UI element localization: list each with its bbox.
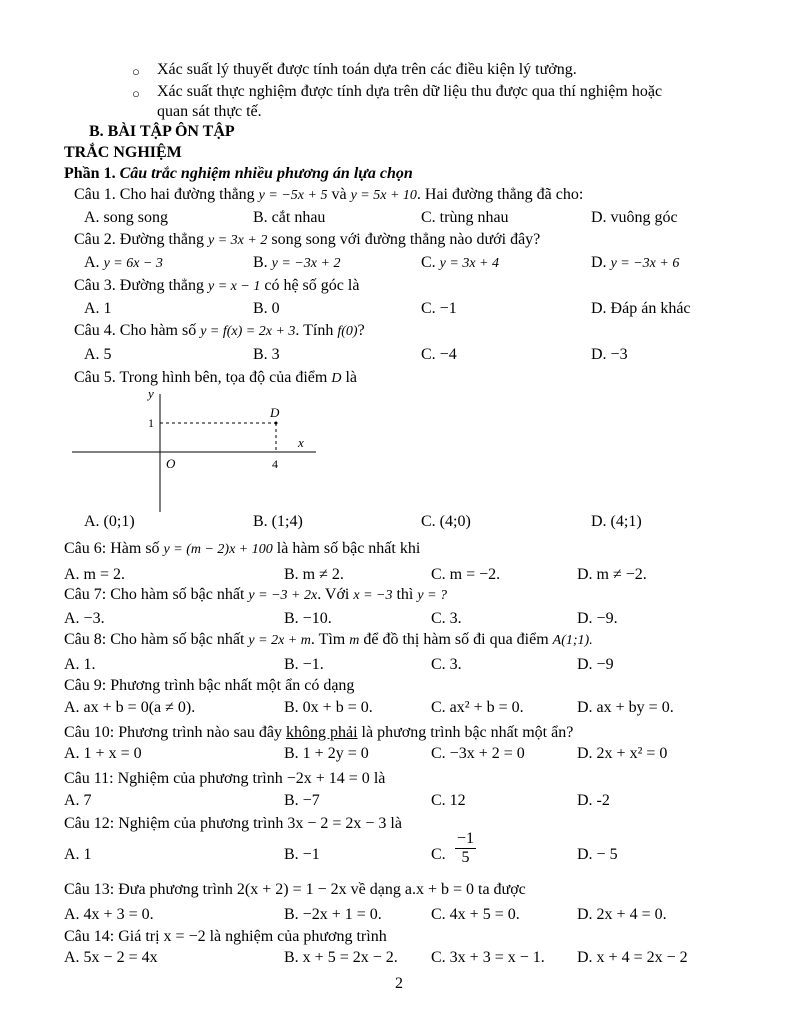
q14-option-b: B. x + 5 = 2x − 2. [284, 949, 398, 966]
q7-option-c: C. 3. [431, 610, 462, 627]
q12-option-c-label: C. [431, 846, 446, 863]
q10-option-c: C. −3x + 2 = 0 [431, 745, 525, 762]
q3-option-a: A. 1 [84, 300, 112, 317]
q3-option-c: C. −1 [421, 300, 457, 317]
q8-option-b: B. −1. [284, 656, 324, 673]
q5-option-b: B. (1;4) [253, 513, 303, 530]
q2-option-d: D. y = −3x + 6 [591, 254, 680, 271]
question-1: Câu 1. Cho hai đường thẳng y = −5x + 5 và y = 5x + 10. Hai đường thẳng đã cho: [74, 186, 584, 203]
q13-option-d: D. 2x + 4 = 0. [577, 906, 667, 923]
page-number: 2 [395, 975, 403, 992]
question-6: Câu 6: Hàm số y = (m − 2)x + 100 là hàm số bậc nhất khi [64, 540, 421, 557]
q5-option-c: C. (4;0) [421, 513, 471, 530]
tick-label-4: 4 [272, 457, 278, 471]
question-7: Câu 7: Cho hàm số bậc nhất y = −3 + 2x. Với x = −3 thì y = ? [64, 586, 448, 603]
bullet-text-2: Xác suất thực nghiệm được tính dựa trên dữ liệu thu được qua thí nghiệm hoặc [157, 83, 663, 100]
q8-option-c: C. 3. [431, 656, 462, 673]
q12-option-c-fraction [455, 830, 476, 867]
question-10: Câu 10: Phương trình nào sau đây không phải là phương trình bậc nhất một ẩn? [64, 724, 574, 741]
question-12: Câu 12: Nghiệm của phương trình 3x − 2 = 2x − 3 là [64, 815, 402, 832]
q11-option-d: D. -2 [577, 792, 610, 809]
section-b-heading: B. BÀI TẬP ÔN TẬP [89, 123, 235, 140]
q8-option-a: A. 1. [64, 656, 96, 673]
q13-option-c: C. 4x + 5 = 0. [431, 906, 520, 923]
q10-option-d: D. 2x + x² = 0 [577, 745, 668, 762]
q2-option-c: C. y = 3x + 4 [421, 254, 499, 271]
q9-option-a: A. ax + b = 0(a ≠ 0). [64, 699, 196, 716]
question-4: Câu 4. Cho hàm số y = f(x) = 2x + 3. Tính f(0)? [74, 322, 365, 339]
question-5: Câu 5. Trong hình bên, tọa độ của điểm D là [74, 369, 357, 386]
q9-option-d: D. ax + by = 0. [577, 699, 674, 716]
q2-option-a: A. y = 6x − 3 [84, 254, 163, 271]
q5-option-d: D. (4;1) [591, 513, 642, 530]
q14-option-a: A. 5x − 2 = 4x [64, 949, 158, 966]
q3-option-d: D. Đáp án khác [591, 300, 691, 317]
y-axis-label: y [148, 386, 154, 401]
bullet-text-2-cont: quan sát thực tế. [157, 103, 262, 120]
q10-option-a: A. 1 + x = 0 [64, 745, 142, 762]
q9-option-b: B. 0x + b = 0. [284, 699, 373, 716]
q7-option-d: D. −9. [577, 610, 618, 627]
q6-option-c: C. m = −2. [431, 566, 501, 583]
q6-option-b: B. m ≠ 2. [284, 566, 344, 583]
question-14: Câu 14: Giá trị x = −2 là nghiệm của phương trình [64, 928, 387, 945]
question-13: Câu 13: Đưa phương trình 2(x + 2) = 1 − 2x về dạng a.x + b = 0 ta được [64, 881, 526, 898]
q12-option-d: D. − 5 [577, 846, 618, 863]
q13-option-a: A. 4x + 3 = 0. [64, 906, 154, 923]
fraction-denominator: 5 [461, 849, 470, 866]
q1-option-d: D. vuông góc [591, 209, 678, 226]
bullet-text-1: Xác suất lý thuyết được tính toán dựa trên các điều kiện lý tưởng. [157, 61, 577, 78]
fraction-numerator: −1 [457, 830, 475, 847]
q7-option-a: A. −3. [64, 610, 105, 627]
trac-nghiem-heading: TRẮC NGHIỆM [64, 144, 182, 161]
q4-option-b: B. 3 [253, 346, 280, 363]
q12-option-b: B. −1 [284, 846, 320, 863]
question-2: Câu 2. Đường thẳng y = 3x + 2 song song với đường thẳng nào dưới đây? [74, 231, 541, 248]
point-d [275, 422, 278, 425]
origin-label: O [166, 456, 176, 471]
question-3: Câu 3. Đường thẳng y = x − 1 có hệ số góc là [74, 277, 360, 294]
q4-option-d: D. −3 [591, 346, 628, 363]
q2-option-b: B. y = −3x + 2 [253, 254, 341, 271]
question-8: Câu 8: Cho hàm số bậc nhất y = 2x + m. Tìm m để đồ thị hàm số đi qua điểm A(1;1). [64, 631, 593, 648]
q14-option-d: D. x + 4 = 2x − 2 [577, 949, 688, 966]
question-11: Câu 11: Nghiệm của phương trình −2x + 14 = 0 là [64, 770, 386, 787]
q1-option-b: B. cắt nhau [253, 209, 326, 226]
q6-option-a: A. m = 2. [64, 566, 126, 583]
q4-option-c: C. −4 [421, 346, 457, 363]
q11-option-b: B. −7 [284, 792, 320, 809]
x-axis-label: x [298, 435, 304, 450]
q7-option-b: B. −10. [284, 610, 332, 627]
q1-option-a: A. song song [84, 209, 169, 226]
q8-option-d: D. −9 [577, 656, 614, 673]
q14-option-c: C. 3x + 3 = x − 1. [431, 949, 545, 966]
tick-label-1: 1 [148, 416, 154, 430]
q5-option-a: A. (0;1) [84, 513, 135, 530]
q4-option-a: A. 5 [84, 346, 112, 363]
q1-option-c: C. trùng nhau [421, 209, 509, 226]
q10-option-b: B. 1 + 2y = 0 [284, 745, 369, 762]
q11-option-a: A. 7 [64, 792, 92, 809]
bullet-marker: ○ [132, 86, 140, 101]
q6-option-d: D. m ≠ −2. [577, 566, 647, 583]
q11-option-c: C. 12 [431, 792, 466, 809]
q13-option-b: B. −2x + 1 = 0. [284, 906, 382, 923]
part1-heading: Phần 1. Câu trắc nghiệm nhiều phương án lựa chọn [64, 165, 413, 182]
question-9: Câu 9: Phương trình bậc nhất một ẩn có dạng [64, 677, 355, 694]
bullet-marker: ○ [132, 64, 140, 79]
q3-option-b: B. 0 [253, 300, 280, 317]
point-d-label: D [270, 405, 280, 420]
q12-option-a: A. 1 [64, 846, 92, 863]
coordinate-graph [64, 384, 324, 514]
q9-option-c: C. ax² + b = 0. [431, 699, 524, 716]
